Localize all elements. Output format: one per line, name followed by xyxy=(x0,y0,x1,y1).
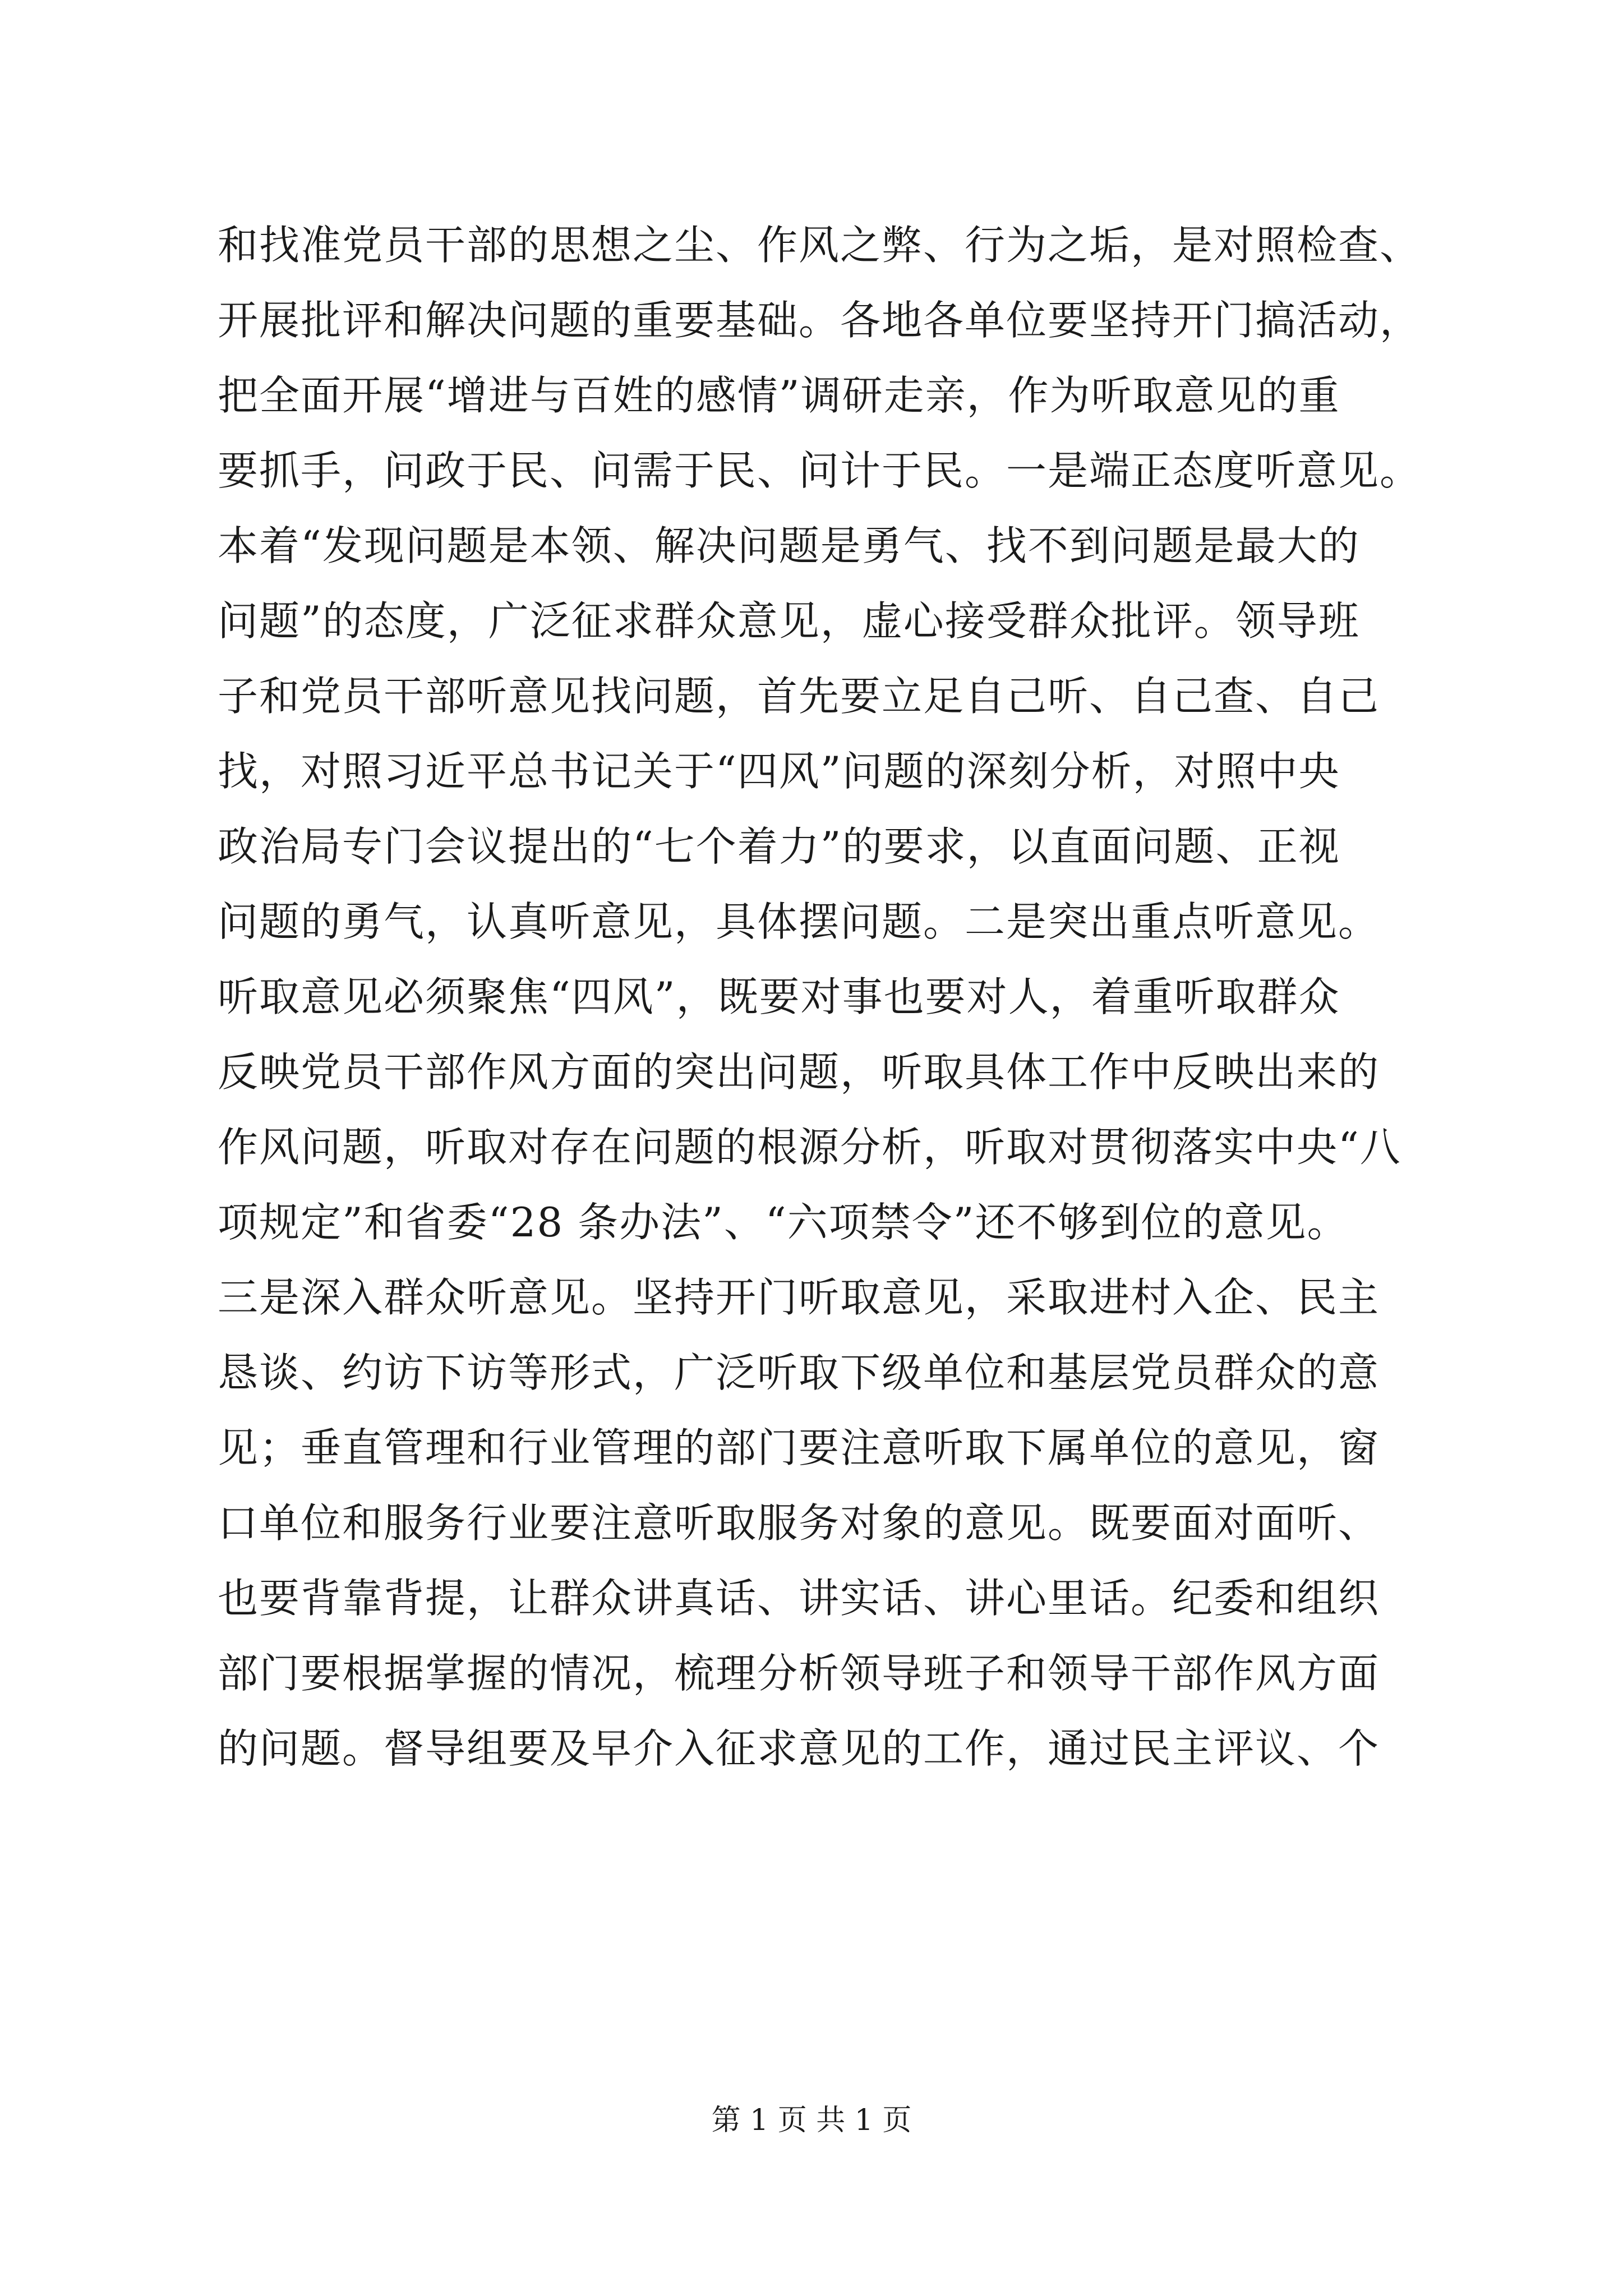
text-line: 恳谈、约访下访等形式，广泛听取下级单位和基层党员群众的意 xyxy=(218,1349,1380,1396)
text-line: 的问题。督导组要及早介入征求意见的工作，通过民主评议、个 xyxy=(218,1725,1380,1772)
text-line: 部门要根据掌握的情况，梳理分析领导班子和领导干部作风方面 xyxy=(218,1650,1380,1697)
text-line: 作风问题，听取对存在问题的根源分析，听取对贯彻落实中央“八 xyxy=(218,1124,1401,1171)
text-line: 开展批评和解决问题的重要基础。各地各单位要坚持开门搞活动， xyxy=(218,297,1422,344)
page-footer xyxy=(0,2098,1623,2143)
text-line: 问题”的态度，广泛征求群众意见，虚心接受群众批评。领导班 xyxy=(218,597,1360,645)
text-line: 政治局专门会议提出的“七个着力”的要求，以直面问题、正视 xyxy=(218,823,1340,870)
text-line: 问题的勇气，认真听意见，具体摆问题。二是突出重点听意见。 xyxy=(218,898,1380,945)
text-line: 要抓手，问政于民、问需于民、问计于民。一是端正态度听意见。 xyxy=(218,447,1422,494)
text-line: 三是深入群众听意见。坚持开门听取意见，采取进村入企、民主 xyxy=(218,1274,1380,1321)
text-line: 也要背靠背提，让群众讲真话、讲实话、讲心里话。纪委和组织 xyxy=(218,1575,1380,1622)
text-line: 反映党员干部作风方面的突出问题，听取具体工作中反映出来的 xyxy=(218,1048,1380,1096)
text-line: 本着“发现问题是本领、解决问题是勇气、找不到问题是最大的 xyxy=(218,522,1360,569)
text-line: 听取意见必须聚焦“四风”，既要对事也要对人，着重听取群众 xyxy=(218,973,1340,1020)
text-line: 见；垂直管理和行业管理的部门要注意听取下属单位的意见，窗 xyxy=(218,1424,1380,1471)
text-line: 子和党员干部听意见找问题，首先要立足自己听、自己查、自己 xyxy=(218,673,1380,720)
text-line: 和找准党员干部的思想之尘、作风之弊、行为之垢，是对照检查、 xyxy=(218,222,1422,269)
text-line: 把全面开展“增进与百姓的感情”调研走亲，作为听取意见的重 xyxy=(218,372,1340,419)
page-number-label: 第 1 页 共 1 页 xyxy=(711,2104,912,2137)
text-line: 口单位和服务行业要注意听取服务对象的意见。既要面对面听、 xyxy=(218,1499,1380,1547)
body-text xyxy=(218,208,1423,1786)
text-line: 找，对照习近平总书记关于“四风”问题的深刻分析，对照中央 xyxy=(218,748,1340,795)
text-line: 项规定”和省委“28 条办法”、“六项禁令”还不够到位的意见。 xyxy=(218,1199,1349,1246)
